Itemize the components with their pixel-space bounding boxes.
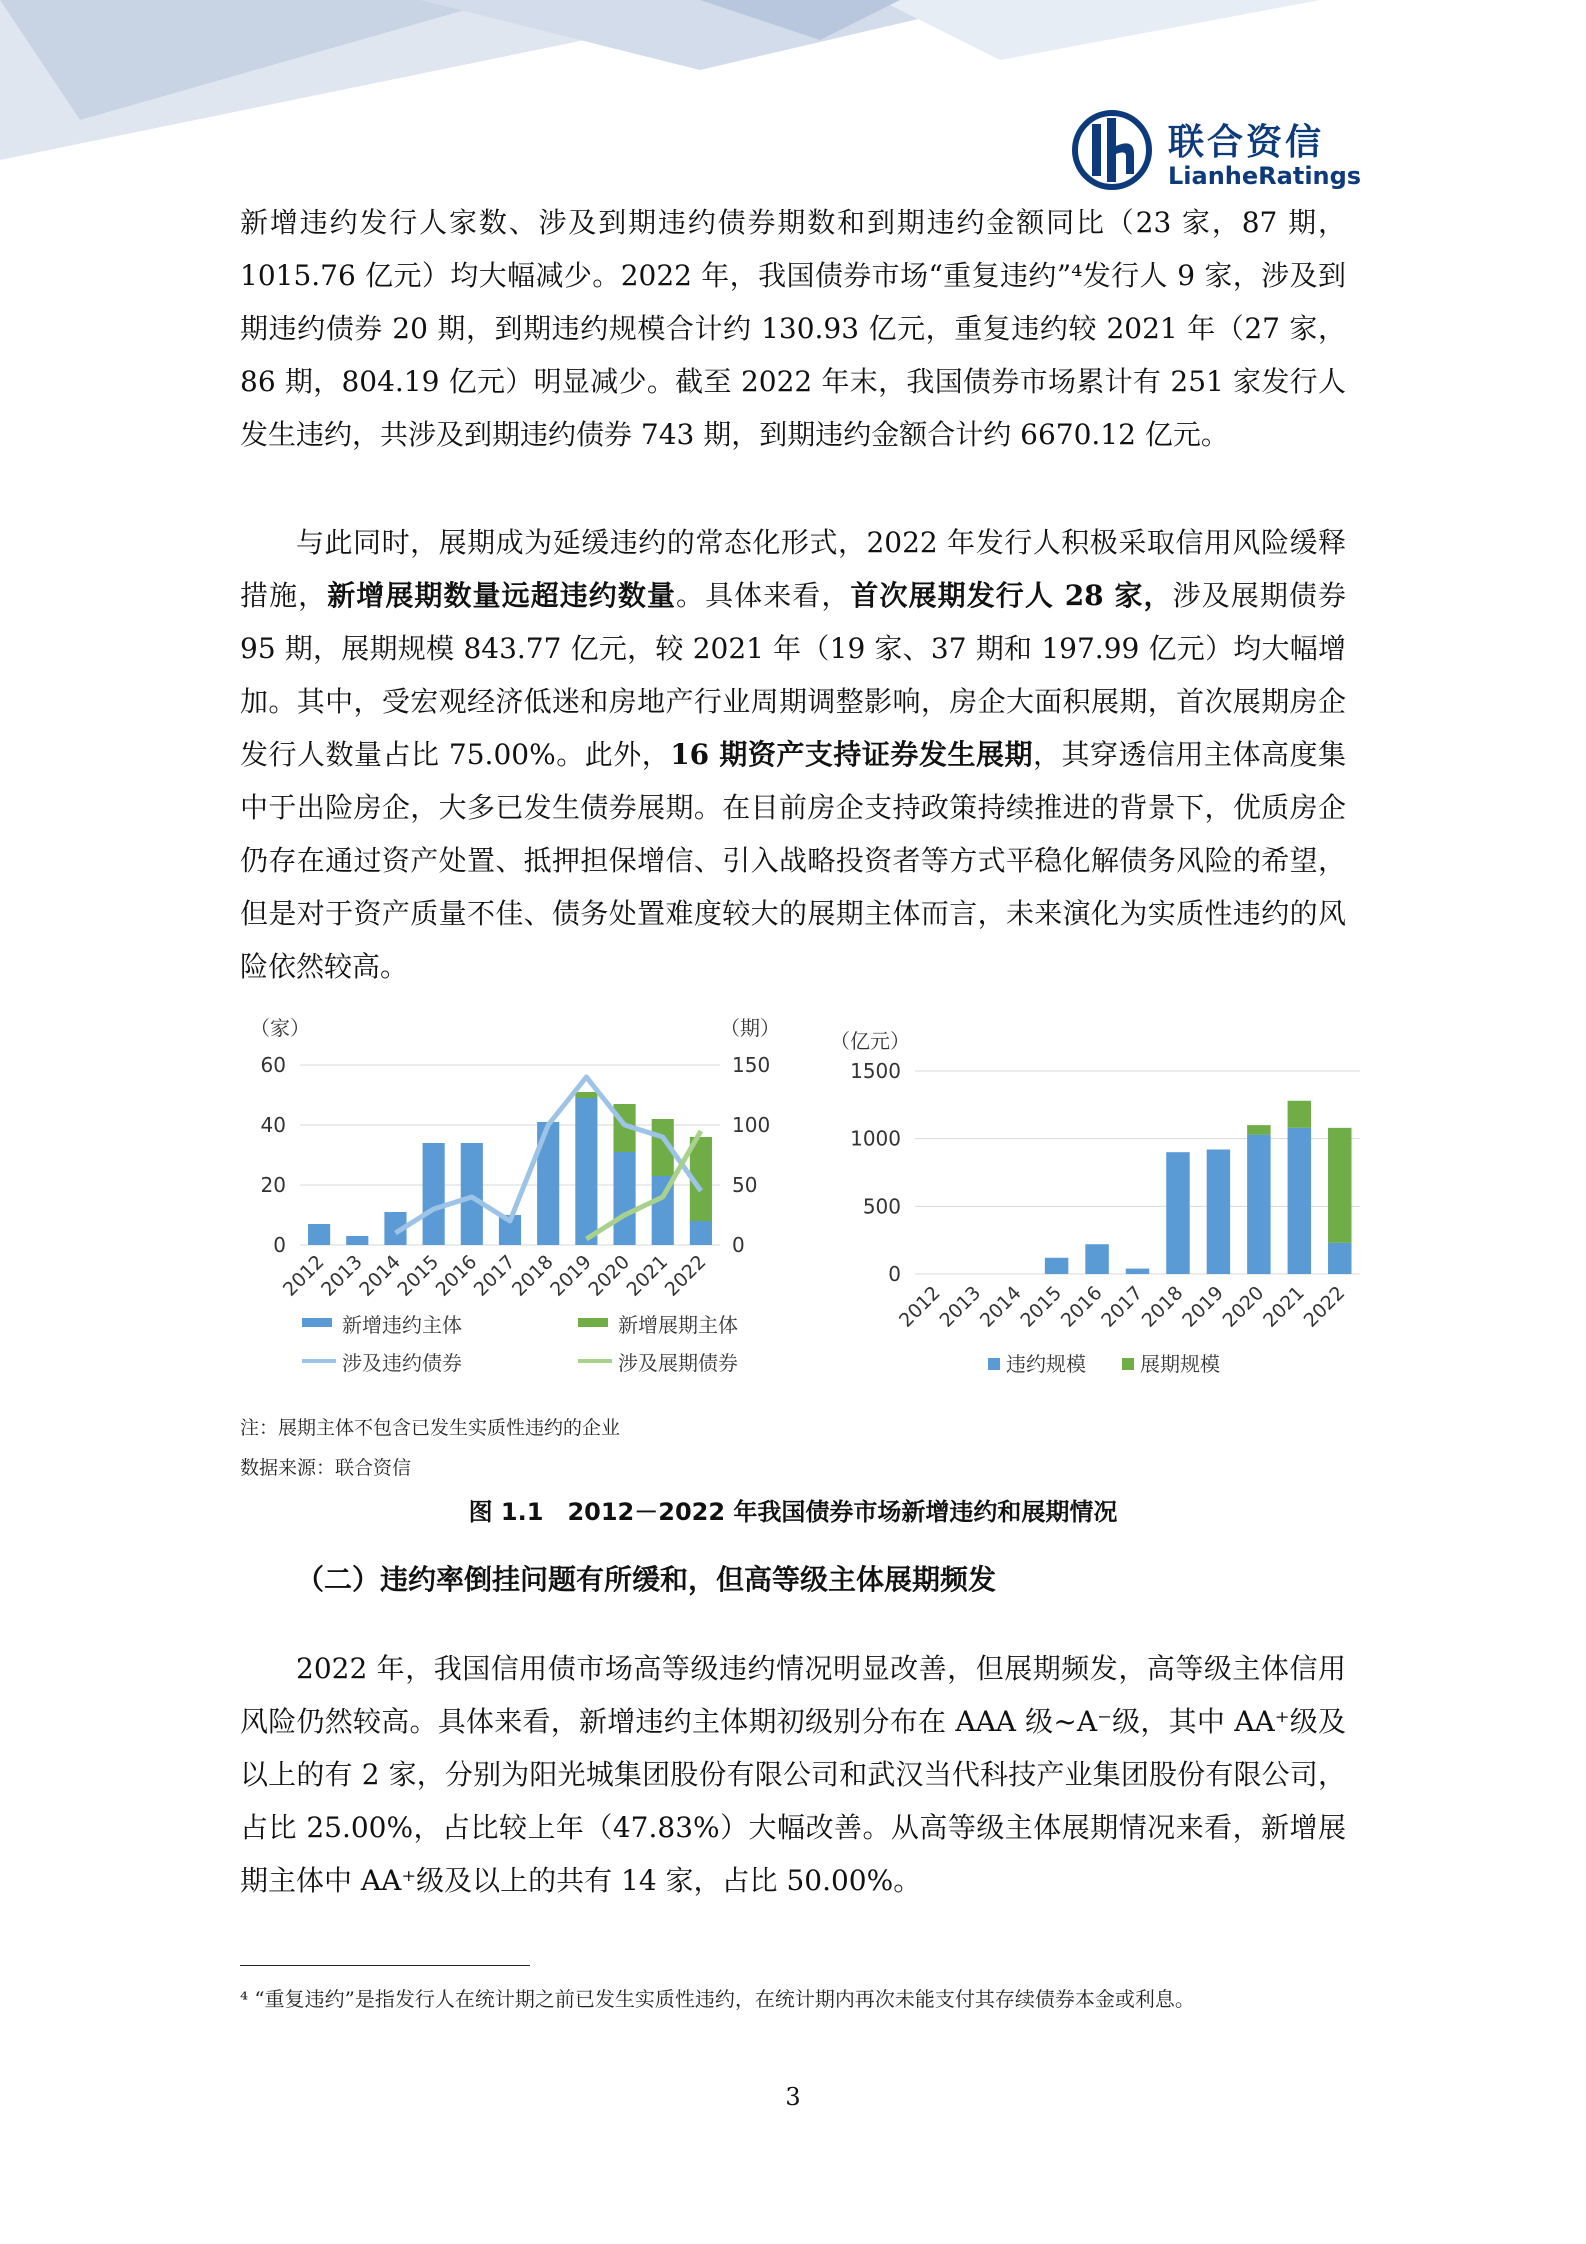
x-tick-label: 2018 — [507, 1250, 558, 1301]
x-tick-label: 2021 — [1259, 1281, 1309, 1332]
x-tick-label: 2016 — [431, 1250, 482, 1301]
right-tick-label: 100 — [732, 1113, 771, 1137]
x-tick-label: 2022 — [1299, 1281, 1350, 1332]
bar-default-amount — [1328, 1243, 1351, 1274]
brand-logo-icon — [1072, 108, 1158, 194]
legend-extension-amount-label: 展期规模 — [1140, 1352, 1220, 1376]
bar-new-default-issuers — [423, 1143, 445, 1245]
figure-caption: 图 1.1 2012－2022 年我国债券市场新增违约和展期情况 — [468, 1498, 1118, 1526]
y-tick-label: 1500 — [850, 1059, 901, 1083]
paragraph-high-grade: 2022 年，我国信用债市场高等级违约情况明显改善，但展期频发，高等级主体信用风险仍然较高。具体来看，新增违约主体期初级别分布在 AAA 级~A⁻级，其中 AA⁺级及以上的有 2 家，分别为阳光城集团股份有限公司和武汉当代科技产业集团股份有限公司，占比 25.00%，占比较上年（47.83%）大幅改善。从高等级主体展期情况来看，新增展期主体中 AA⁺级及以上的共有 14 家，占比 50.00%。 — [240, 1652, 1346, 1897]
legend-default-bonds-label: 涉及违约债券 — [342, 1351, 462, 1375]
x-tick-label: 2017 — [469, 1250, 520, 1301]
x-tick-label: 2020 — [1218, 1281, 1269, 1332]
left-axis-unit: （家） — [250, 1016, 310, 1040]
p2-text-e: 涉及展期债券 95 期，展期规模 843.77 亿元，较 2021 年（19 家、37 期和 197.99 亿元）均大幅增加。其中，受宏观经济低迷和房地产行业周期调整影响，房企大面积展期，首次展期房企发行人数量占比 75.00%。此外， — [240, 579, 1346, 771]
y-tick-label: 0 — [888, 1262, 901, 1286]
bar-new-default-issuers — [308, 1224, 330, 1245]
right-axis-unit: （期） — [720, 1016, 780, 1040]
y-axis-unit: （亿元） — [830, 1029, 910, 1053]
p2-bold-b: 新增展期数量远超违约数量 — [327, 579, 677, 612]
x-tick-label: 2012 — [278, 1250, 329, 1301]
left-tick-label: 60 — [260, 1053, 286, 1077]
chart-defaults-extensions-count — [240, 1010, 800, 1410]
right-tick-label: 50 — [732, 1173, 758, 1197]
chart-defaults-extensions-amount — [820, 1018, 1360, 1398]
y-tick-label: 500 — [862, 1194, 901, 1219]
x-tick-label: 2015 — [393, 1250, 444, 1301]
bar-new-default-issuers — [690, 1221, 712, 1245]
x-tick-label: 2015 — [1016, 1281, 1067, 1332]
brand-name: 联合资信 — [1168, 122, 1325, 163]
bar-default-amount — [1126, 1269, 1149, 1274]
x-tick-label: 2020 — [584, 1250, 635, 1301]
bar-default-amount — [1085, 1244, 1108, 1274]
footnote-divider — [240, 1965, 530, 1966]
footnote: ⁴ “重复违约”是指发行人在统计期之前已发生实质性违约，在统计期内再次未能支付其存续债券本金或利息。 — [240, 1987, 1195, 2011]
p2-text-c: 。具体来看， — [676, 579, 851, 612]
x-tick-label: 2017 — [1097, 1281, 1148, 1332]
x-tick-label: 2013 — [935, 1281, 986, 1332]
left-tick-label: 40 — [260, 1113, 286, 1137]
bar-default-amount — [1288, 1128, 1311, 1274]
legend-extension-amount-marker — [1122, 1358, 1134, 1370]
legend-new-default-issuers-marker — [302, 1318, 332, 1327]
bar-default-amount — [1207, 1149, 1230, 1274]
x-tick-label: 2014 — [355, 1250, 405, 1301]
bar-new-default-issuers — [346, 1236, 368, 1245]
chart-source: 数据来源：联合资信 — [240, 1457, 412, 1479]
left-tick-label: 0 — [273, 1233, 286, 1257]
bar-default-amount — [1045, 1258, 1068, 1274]
x-tick-label: 2013 — [317, 1250, 367, 1301]
x-tick-label: 2021 — [622, 1250, 673, 1301]
brand-name-en: LianheRatings — [1168, 162, 1362, 190]
x-tick-label: 2018 — [1137, 1281, 1188, 1332]
x-tick-label: 2016 — [1056, 1281, 1107, 1332]
page-number: 3 — [785, 2083, 801, 2111]
chart-note: 注：展期主体不包含已发生实质性违约的企业 — [240, 1417, 621, 1439]
x-tick-label: 2019 — [1178, 1281, 1228, 1332]
bar-new-default-issuers — [575, 1098, 597, 1245]
p2-text-g: ，其穿透信用主体高度集中于出险房企，大多已发生债券展期。在目前房企支持政策持续推进的背景下，优质房企仍存在通过资产处置、抵押担保增信、引入战略投资者等方式平稳化解债务风险的希望，但是对于资产质量不佳、债务处置难度较大的展期主体而言，未来演化为实质性违约的风险依然较高。 — [240, 738, 1346, 983]
right-tick-label: 0 — [732, 1233, 745, 1257]
brand-logo — [1072, 108, 1362, 198]
legend-new-extension-issuers-marker — [578, 1318, 608, 1327]
x-tick-label: 2019 — [546, 1250, 596, 1301]
left-tick-label: 20 — [260, 1173, 286, 1197]
legend-new-default-issuers-label: 新增违约主体 — [342, 1313, 462, 1337]
legend-default-amount-marker — [988, 1358, 1000, 1370]
bar-new-default-issuers — [461, 1143, 483, 1245]
bar-new-default-issuers — [613, 1152, 635, 1245]
bar-default-amount — [1247, 1135, 1270, 1274]
y-tick-label: 1000 — [850, 1126, 901, 1151]
x-tick-label: 2014 — [975, 1281, 1026, 1332]
p2-text-a: 与此同时，展期成为延缓违约的常态化形式，2022 年发行人积极采取信用风险缓释措施， — [240, 526, 1346, 612]
bar-extension-amount — [1328, 1128, 1351, 1243]
paragraph-default-summary: 新增违约发行人家数、涉及到期违约债券期数和到期违约金额同比（23 家，87 期，1015.76 亿元）均大幅减少。2022 年，我国债券市场“重复违约”⁴发行人 9 家，涉及到期违约债券 20 期，到期违约规模合计约 130.93 亿元，重复违约较 2021 年（27 家，86 期，804.19 亿元）明显减少。截至 2022 年末，我国债券市场累计有 251 家发行人发生违约，共涉及到期违约债券 743 期，到期违约金额合计约 6670.12 亿元。 — [240, 206, 1346, 451]
legend-new-extension-issuers-label: 新增展期主体 — [618, 1313, 738, 1337]
legend-extension-bonds-label: 涉及展期债券 — [618, 1351, 738, 1375]
x-tick-label: 2022 — [660, 1250, 711, 1301]
bar-default-amount — [1166, 1152, 1189, 1274]
right-tick-label: 150 — [732, 1053, 771, 1077]
legend-default-amount-label: 违约规模 — [1006, 1352, 1086, 1376]
bar-new-extension-issuers — [575, 1092, 597, 1098]
paragraph-extension-summary — [240, 516, 1346, 993]
p2-bold-f: 16 期资产支持证券发生展期 — [670, 738, 1033, 771]
section-heading: （二）违约率倒挂问题有所缓和，但高等级主体展期频发 — [296, 1563, 997, 1596]
p2-bold-d: 首次展期发行人 28 家， — [850, 579, 1173, 612]
bar-extension-amount — [1288, 1101, 1311, 1128]
x-tick-label: 2012 — [895, 1281, 945, 1332]
bar-extension-amount — [1247, 1125, 1270, 1134]
